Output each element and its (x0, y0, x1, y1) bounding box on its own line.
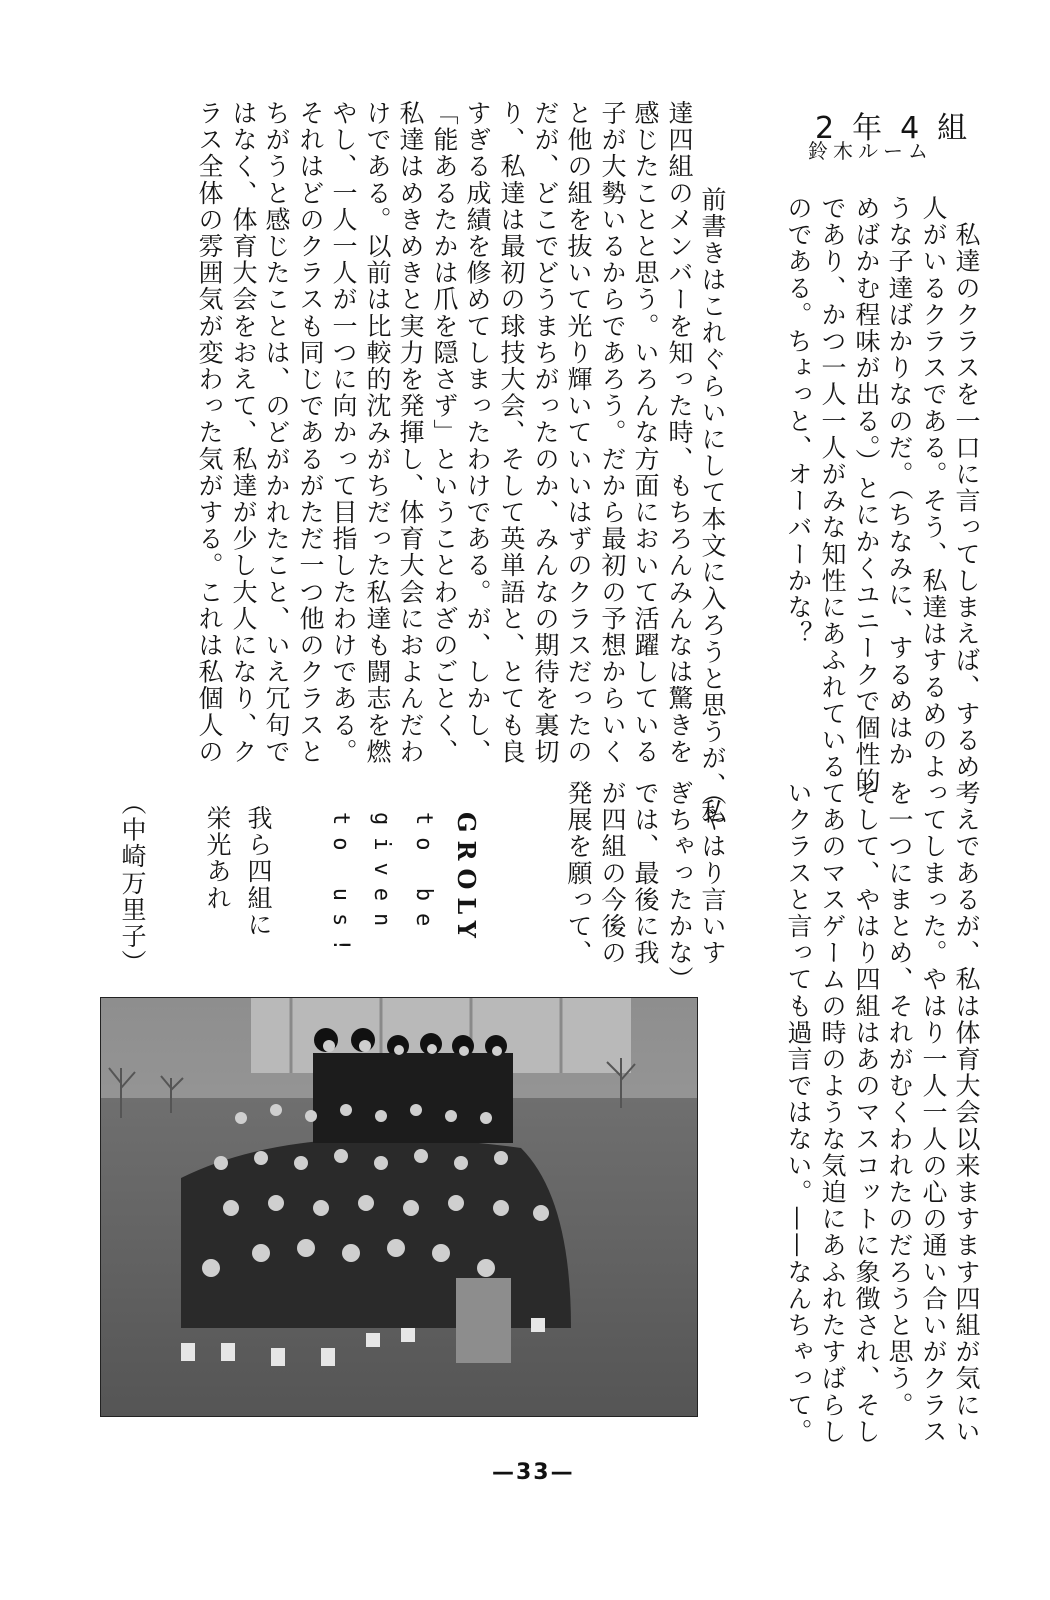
text-column: 発展を願って、 (564, 780, 593, 967)
text-column: ラス全体の雰囲気が変わった気がする。これは私個人の (195, 100, 224, 765)
text-column: （やはり言いす (698, 780, 727, 967)
text-column: が四組の今後の (598, 780, 627, 967)
class-group-photo (100, 997, 698, 1417)
text-column: てあのマスゲームの時のような気迫にあふれたすばらし (818, 780, 847, 1445)
english-line: GROLY (452, 812, 481, 946)
text-column: り、私達は最初の球技大会、そして英単語と、とても良 (497, 100, 526, 765)
text-column: を一つにまとめ、それがむくわれたのだろうと思う。 (885, 780, 914, 1419)
english-line: to us! (328, 812, 353, 964)
closing-line: 栄光あれ (203, 805, 232, 912)
author-name: （中崎万里子） (118, 790, 147, 977)
text-column: 「能あるたかは爪を隠さず」ということわざのごとく、 (430, 100, 459, 765)
text-column: ってしまった。やはり一人一人の心の通い合いがクラス (919, 780, 948, 1445)
text-column: 人がいるクラスである。そう、私達はするめのよ (919, 195, 948, 781)
article-title: 2年4組 (815, 111, 986, 146)
text-column: ぎちゃったかな） (665, 780, 694, 993)
text-column: うな子達ばかりなのだ。（ちなみに、するめはか (885, 195, 914, 768)
text-column: ちがうと感じたことは、のどがかれたこと、いえ冗句で (262, 100, 291, 765)
english-line: to be (411, 812, 436, 939)
text-column: と他の組を抜いて光り輝いていいはずのクラスだったの (564, 100, 593, 765)
article-subtitle: 鈴木ルーム (808, 139, 933, 163)
text-column: 考えであるが、私は体育大会以来ますます四組が気にい (952, 780, 981, 1445)
text-column: 私達はめきめきと実力を発揮し、体育大会におよんだわ (396, 100, 425, 765)
text-column: そして、やはり四組はあのマスコットに象徴され、そし (852, 780, 881, 1445)
text-column: はなく、体育大会をおえて、私達が少し大人になり、ク (229, 100, 258, 765)
text-column: めばかむ程味が出る。）とにかくユニークで個性的 (852, 195, 881, 795)
photo-image (101, 998, 697, 1416)
closing-line: 我ら四組に (244, 805, 273, 938)
text-column: それはどのクラスも同じであるがただ一つ他のクラスと (296, 100, 325, 765)
english-line: given (369, 812, 394, 939)
text-column: けである。以前は比較的沈みがちだった私達も闘志を燃 (363, 100, 392, 765)
text-column: 達四組のメンバーを知った時、もちろんみんなは驚きを (665, 100, 694, 765)
text-column: 子が大勢いるからであろう。だから最初の予想からいく (598, 100, 627, 765)
text-column: のである。ちょっと、オーバーかな？ (784, 195, 813, 648)
text-column: 前書きはこれぐらいにして本文に入ろうと思うが、私 (698, 160, 727, 825)
text-column: であり、かつ一人一人がみな知性にあふれている (818, 195, 847, 781)
text-column: 感じたことと思う。いろんな方面において活躍している (631, 100, 660, 765)
text-column: いクラスと言っても過言ではない。——なんちゃって。 (784, 780, 813, 1445)
text-column: 私達のクラスを一口に言ってしまえば、するめ (952, 195, 981, 781)
text-column: やし、一人一人が一つに向かって目指したわけである。 (329, 100, 358, 765)
text-column: すぎる成績を修めてしまったわけである。が、しかし、 (463, 100, 492, 765)
page-number: —33— (492, 1460, 575, 1485)
text-column: だが、どこでどうまちがったのか、みんなの期待を裏切 (531, 100, 560, 765)
text-column: では、最後に我 (631, 780, 660, 967)
